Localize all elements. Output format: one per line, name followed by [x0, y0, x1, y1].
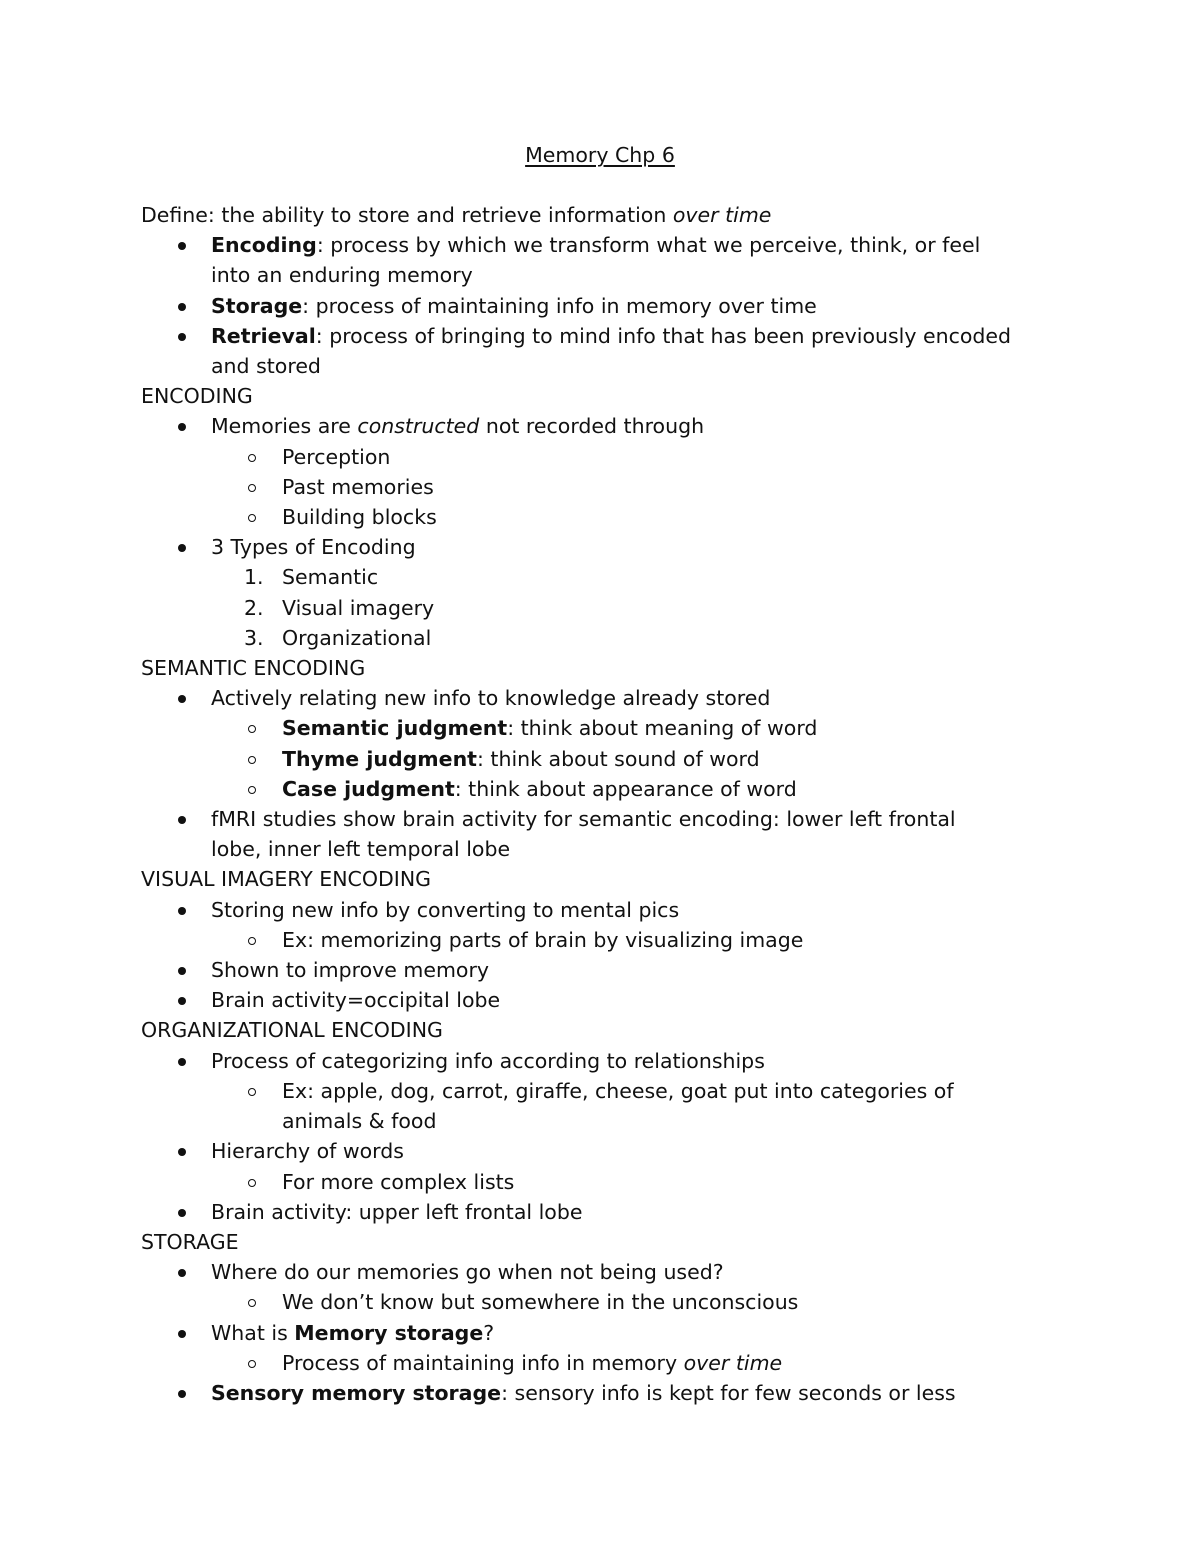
item-bold: Thyme judgment — [282, 746, 477, 771]
circle-bullet-icon — [241, 713, 263, 743]
bullet-icon — [171, 683, 193, 713]
item-text: Shown to improve memory — [211, 958, 490, 983]
circle-bullet-icon — [241, 502, 263, 532]
term-retrieval: Retrieval — [211, 323, 316, 348]
item-text: Ex: memorizing parts of brain by visualizing image — [282, 927, 804, 952]
define-italic: over time — [672, 203, 772, 227]
item-text: Actively relating new info to knowledge already stored — [211, 686, 771, 711]
list-item — [141, 321, 1101, 351]
item-text: animals & food — [282, 1109, 437, 1134]
item-text: Ex: apple, dog, carrot, giraffe, cheese, goat put into categories of — [282, 1078, 954, 1103]
sub-list-item — [141, 472, 1101, 502]
circle-bullet-icon — [241, 1076, 263, 1106]
bullet-icon — [171, 411, 193, 441]
sub-list-item — [141, 1167, 1101, 1197]
sub-list-item — [141, 502, 1101, 532]
sub-list-item — [141, 1076, 1101, 1106]
definition-text: : process of maintaining info in memory over time — [302, 293, 817, 318]
list-item — [141, 1197, 1101, 1227]
sub-list-item — [141, 774, 1101, 804]
section-heading: ENCODING — [141, 384, 253, 409]
item-text: Perception — [282, 444, 391, 469]
list-item-continuation — [141, 260, 1101, 290]
list-item — [141, 411, 1101, 441]
list-item — [141, 1318, 1101, 1348]
item-text: Hierarchy of words — [211, 1139, 404, 1164]
define-text: Define: the ability to store and retrieve information — [141, 203, 673, 227]
item-text: not recorded through — [479, 414, 705, 439]
circle-bullet-icon — [241, 442, 263, 472]
item-text: Organizational — [282, 625, 432, 650]
section-heading: SEMANTIC ENCODING — [141, 656, 366, 681]
list-item — [141, 1378, 1101, 1408]
list-item — [141, 532, 1101, 562]
bullet-icon — [171, 230, 193, 260]
list-item-continuation — [141, 834, 1101, 864]
list-item — [141, 1136, 1101, 1166]
item-text: : think about meaning of word — [507, 716, 818, 741]
circle-bullet-icon — [241, 744, 263, 774]
sub-list-item — [141, 442, 1101, 472]
item-text: lobe, inner left temporal lobe — [211, 837, 511, 862]
section-heading: ORGANIZATIONAL ENCODING — [141, 1018, 443, 1043]
item-text: Visual imagery — [282, 595, 435, 620]
item-text: Brain activity=occipital lobe — [211, 988, 501, 1013]
sub-list-item — [141, 1287, 1101, 1317]
circle-bullet-icon — [241, 1348, 263, 1378]
item-text: Process of maintaining info in memory — [282, 1350, 684, 1375]
bullet-icon — [171, 985, 193, 1015]
bullet-icon — [171, 321, 193, 351]
list-item — [141, 230, 1101, 260]
item-text: What is — [211, 1320, 295, 1345]
define-line — [141, 200, 1101, 230]
numbered-item — [141, 593, 1101, 623]
list-item — [141, 804, 1101, 834]
sub-list-item — [141, 744, 1101, 774]
item-text: Brain activity: upper left frontal lobe — [211, 1199, 583, 1224]
bullet-icon — [171, 895, 193, 925]
item-text: Past memories — [282, 474, 434, 499]
circle-bullet-icon — [241, 1167, 263, 1197]
numbered-item — [141, 623, 1101, 653]
item-bold: Semantic judgment — [282, 716, 508, 741]
definition-text: : process by which we transform what we perceive, think, or feel — [316, 233, 981, 258]
item-text: Building blocks — [282, 505, 437, 530]
bullet-icon — [171, 1046, 193, 1076]
sub-list-item — [141, 925, 1101, 955]
bullet-icon — [171, 291, 193, 321]
item-text: Memories are — [211, 414, 358, 439]
item-italic: constructed — [357, 414, 480, 439]
list-item — [141, 985, 1101, 1015]
bullet-icon — [171, 1197, 193, 1227]
item-italic: over time — [683, 1350, 783, 1375]
item-number: 1. — [244, 565, 264, 590]
sub-list-item-continuation — [141, 1106, 1101, 1136]
circle-bullet-icon — [241, 472, 263, 502]
list-item — [141, 291, 1101, 321]
list-item — [141, 1257, 1101, 1287]
page-title: Memory Chp 6 — [525, 143, 675, 167]
item-text: Semantic — [282, 565, 379, 590]
term-storage: Storage — [211, 293, 303, 318]
notes-body — [141, 200, 1101, 1408]
item-text: fMRI studies show brain activity for semantic encoding: lower left frontal — [211, 807, 956, 832]
list-item — [141, 683, 1101, 713]
sub-list-item — [141, 713, 1101, 743]
definition-text: and stored — [211, 354, 321, 379]
item-text: We don’t know but somewhere in the unconscious — [282, 1290, 799, 1315]
item-bold: Case judgment — [282, 776, 455, 801]
item-text: : think about appearance of word — [454, 776, 797, 801]
item-text: Storing new info by converting to mental pics — [211, 897, 680, 922]
item-text: Where do our memories go when not being used? — [211, 1260, 724, 1285]
numbered-item — [141, 562, 1101, 592]
item-bold: Memory storage — [294, 1320, 484, 1345]
item-number: 2. — [244, 595, 264, 620]
sub-list-item — [141, 1348, 1101, 1378]
bullet-icon — [171, 1136, 193, 1166]
list-item — [141, 895, 1101, 925]
bullet-icon — [171, 1318, 193, 1348]
item-text: Process of categorizing info according to relationships — [211, 1048, 765, 1073]
bullet-icon — [171, 955, 193, 985]
circle-bullet-icon — [241, 1287, 263, 1317]
item-text: 3 Types of Encoding — [211, 535, 416, 560]
list-item — [141, 1046, 1101, 1076]
item-text: For more complex lists — [282, 1169, 515, 1194]
bullet-icon — [171, 804, 193, 834]
item-bold: Sensory memory storage — [211, 1380, 502, 1405]
bullet-icon — [171, 1257, 193, 1287]
circle-bullet-icon — [241, 925, 263, 955]
list-item-continuation — [141, 351, 1101, 381]
definition-text: into an enduring memory — [211, 263, 473, 288]
circle-bullet-icon — [241, 774, 263, 804]
item-number: 3. — [244, 625, 264, 650]
bullet-icon — [171, 1378, 193, 1408]
item-text: ? — [483, 1320, 495, 1345]
section-heading: STORAGE — [141, 1229, 239, 1254]
bullet-icon — [171, 532, 193, 562]
list-item — [141, 955, 1101, 985]
term-encoding: Encoding — [211, 233, 317, 258]
definition-text: : process of bringing to mind info that has been previously encoded — [315, 323, 1012, 348]
section-heading: VISUAL IMAGERY ENCODING — [141, 867, 432, 892]
item-text: : think about sound of word — [476, 746, 760, 771]
item-text: : sensory info is kept for few seconds or less — [501, 1380, 956, 1405]
